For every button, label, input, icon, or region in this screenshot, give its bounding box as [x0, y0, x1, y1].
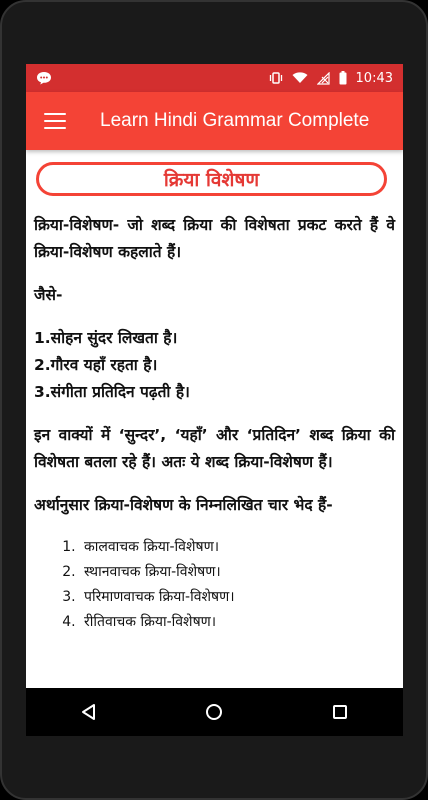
app-toolbar — [26, 92, 403, 150]
navigation-bar — [26, 688, 403, 736]
status-bar — [26, 64, 403, 92]
app-screen — [26, 64, 403, 688]
wifi-icon — [292, 72, 308, 84]
vibrate-icon — [269, 72, 283, 84]
example-item: 2.गौरव यहाँ रहता है। — [34, 356, 158, 374]
examples-intro: जैसे- — [34, 286, 63, 304]
recents-icon[interactable] — [320, 692, 360, 732]
section-heading: क्रिया विशेषण — [163, 169, 260, 191]
back-icon[interactable] — [69, 692, 109, 732]
examples-list — [34, 325, 395, 406]
section-heading-box — [36, 162, 387, 196]
example-item: 3.संगीता प्रतिदिन पढ़ती है। — [34, 383, 190, 401]
type-item: 3. परिमाणवाचक क्रिया-विशेषण। — [80, 585, 395, 610]
home-icon[interactable] — [194, 692, 234, 732]
notification-icon — [36, 71, 52, 85]
types-intro: अर्थानुसार क्रिया-विशेषण के निम्नलिखित चार भेद हैं- — [34, 496, 333, 514]
types-list — [34, 535, 395, 635]
type-item: 4. रीतिवाचक क्रिया-विशेषण। — [80, 610, 395, 635]
status-time: 10:43 — [355, 70, 393, 86]
battery-icon — [339, 71, 347, 85]
explanation-paragraph: इन वाक्यों में ‘सुन्दर’, ‘यहाँ’ और ‘प्रतिदिन’ शब्द क्रिया की विशेषता बतला रहे हैं। अतः ये शब्द क्रिया-विशेषण हैं। — [34, 426, 395, 471]
hamburger-menu-icon[interactable] — [44, 113, 66, 129]
type-item: 2. स्थानवाचक क्रिया-विशेषण। — [80, 560, 395, 585]
app-title: Learn Hindi Grammar Complete — [100, 110, 370, 131]
type-item: 1. कालवाचक क्रिया-विशेषण। — [80, 535, 395, 560]
definition-paragraph: क्रिया-विशेषण- जो शब्द क्रिया की विशेषता प्रकट करते हैं वे क्रिया-विशेषण कहलाते हैं। — [34, 216, 395, 261]
no-signal-icon — [317, 72, 330, 85]
example-item: 1.सोहन सुंदर लिखता है। — [34, 329, 178, 347]
article-content — [26, 150, 403, 635]
